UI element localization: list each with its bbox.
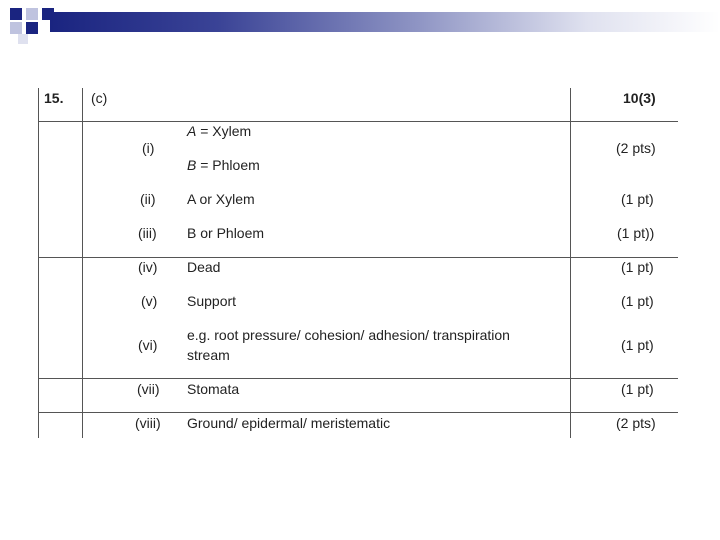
row-number: (iv) bbox=[138, 259, 158, 275]
row-answer bbox=[187, 157, 260, 174]
header-square bbox=[10, 8, 22, 20]
row-answer: Support bbox=[187, 293, 237, 309]
table-border bbox=[570, 88, 571, 438]
row-points: (1 pt)) bbox=[617, 225, 655, 241]
question-number: 15. bbox=[44, 90, 64, 106]
answer-variable: A bbox=[187, 123, 197, 139]
table-divider bbox=[38, 378, 678, 379]
table-divider bbox=[38, 257, 678, 258]
row-number: (vi) bbox=[138, 337, 158, 353]
row-number: (viii) bbox=[135, 415, 161, 431]
row-number: (i) bbox=[142, 140, 155, 156]
answer-text: = Xylem bbox=[196, 123, 252, 139]
table-divider bbox=[38, 412, 678, 413]
row-answer: e.g. root pressure/ cohesion/ adhesion/ transpiration bbox=[187, 327, 510, 343]
row-number: (iii) bbox=[138, 225, 157, 241]
answer-variable: B bbox=[187, 157, 197, 173]
row-answer: Stomata bbox=[187, 381, 240, 397]
row-points: (2 pts) bbox=[616, 415, 656, 431]
row-number: (ii) bbox=[140, 191, 156, 207]
row-points: (1 pt) bbox=[621, 381, 654, 397]
row-points: (2 pts) bbox=[616, 140, 656, 156]
row-number: (vii) bbox=[137, 381, 160, 397]
row-points: (1 pt) bbox=[621, 337, 654, 353]
question-part: (c) bbox=[91, 90, 108, 106]
answer-text: = Phloem bbox=[196, 157, 260, 173]
row-points: (1 pt) bbox=[621, 293, 654, 309]
header-gradient-bar bbox=[50, 12, 720, 32]
row-points: (1 pt) bbox=[621, 259, 654, 275]
table-border bbox=[82, 88, 83, 438]
table-divider bbox=[38, 121, 678, 122]
header-square bbox=[18, 34, 28, 44]
row-number: (v) bbox=[141, 293, 158, 309]
row-answer: Ground/ epidermal/ meristematic bbox=[187, 415, 391, 431]
row-answer bbox=[187, 123, 251, 140]
row-answer: Dead bbox=[187, 259, 221, 275]
row-points: (1 pt) bbox=[621, 191, 654, 207]
total-marks: 10(3) bbox=[623, 90, 656, 106]
header-square bbox=[26, 8, 38, 20]
header-square bbox=[26, 22, 38, 34]
row-answer: stream bbox=[187, 347, 230, 363]
header-square bbox=[10, 22, 22, 34]
row-answer: A or Xylem bbox=[187, 191, 255, 207]
row-answer: B or Phloem bbox=[187, 225, 265, 241]
table-border bbox=[38, 88, 39, 438]
